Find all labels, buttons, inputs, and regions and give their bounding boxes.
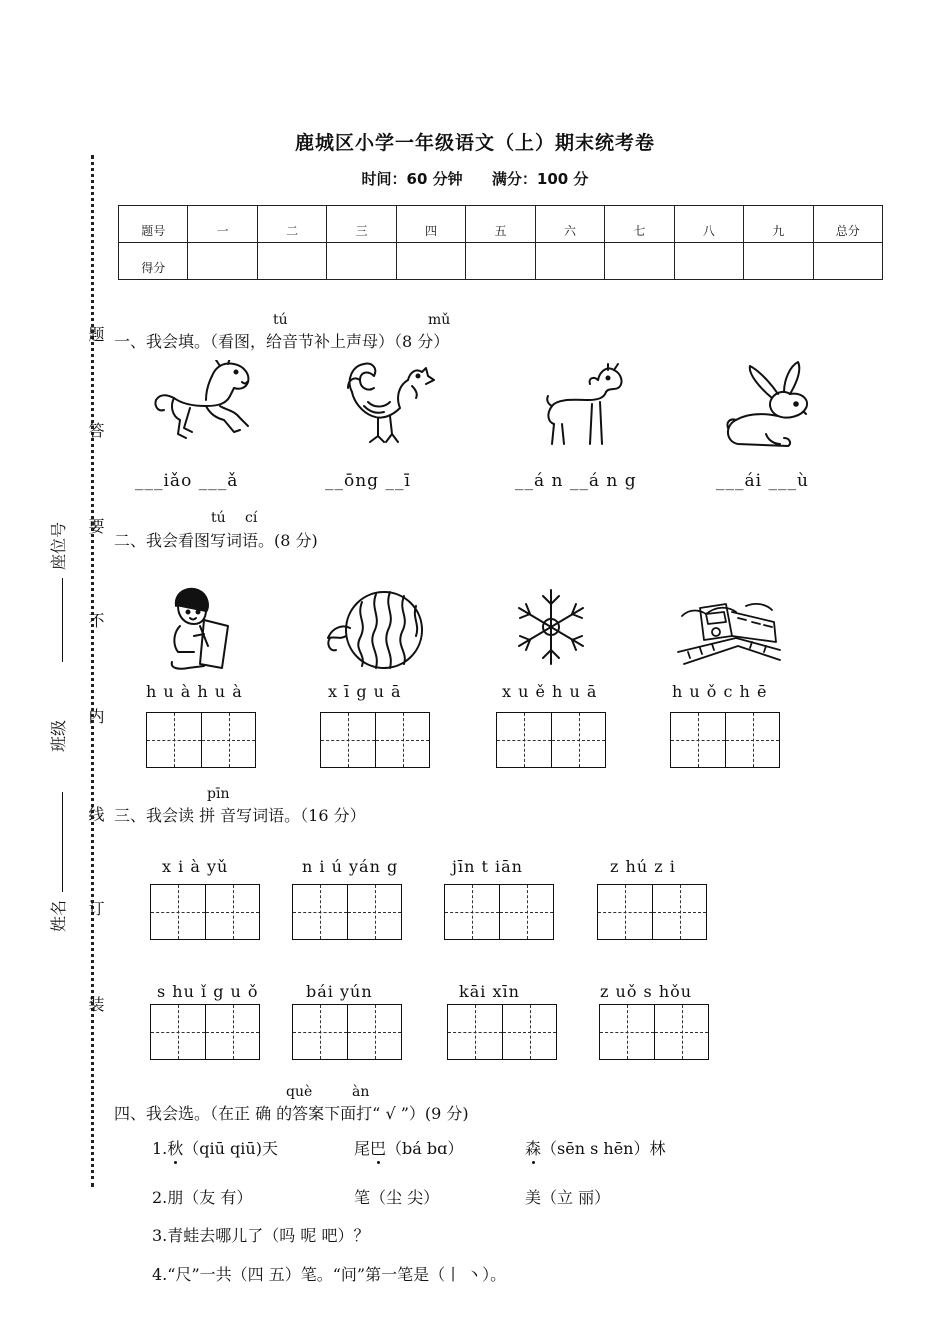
- exam-time: 时间：60 分钟: [361, 170, 463, 188]
- question-1b: [354, 1136, 463, 1159]
- pinyin-label: x i à yǔ: [162, 857, 229, 876]
- watermelon-icon: [322, 588, 428, 672]
- grid-cell[interactable]: [445, 885, 499, 939]
- fill-blank[interactable]: __á n __á n g: [515, 471, 637, 491]
- seal-char: 题: [86, 326, 105, 342]
- table-row: [119, 206, 883, 243]
- grid-cell[interactable]: [201, 713, 255, 767]
- seat-underline: [62, 578, 63, 662]
- table-cell: 八: [674, 206, 743, 243]
- score-input-cell[interactable]: [327, 243, 396, 280]
- grid-cell[interactable]: [151, 885, 205, 939]
- grid-cell[interactable]: [151, 1005, 205, 1059]
- score-input-cell[interactable]: [535, 243, 604, 280]
- question-2b[interactable]: 笔（尘 尖）: [354, 1188, 440, 1207]
- pinyin-label: x u ě h u ā: [502, 682, 598, 701]
- seal-char: 答: [86, 422, 105, 438]
- writing-grid[interactable]: [670, 712, 780, 768]
- table-row: [119, 243, 883, 280]
- pinyin-label: n i ú yán g: [302, 857, 399, 876]
- pinyin-annotation: pīn: [207, 786, 230, 802]
- question-1c: [525, 1136, 665, 1159]
- grid-cell[interactable]: [551, 713, 605, 767]
- writing-grid[interactable]: [292, 884, 402, 940]
- score-input-cell[interactable]: [188, 243, 257, 280]
- table-cell: 总分: [813, 206, 882, 243]
- question-2c[interactable]: 美（立 丽）: [525, 1188, 611, 1207]
- dotted-char: 秋: [167, 1139, 184, 1158]
- score-input-cell[interactable]: [605, 243, 674, 280]
- choice-options[interactable]: （qiū qiū)天: [183, 1139, 278, 1158]
- grid-cell[interactable]: [321, 713, 375, 767]
- writing-grid[interactable]: [150, 884, 260, 940]
- pinyin-label: h u à h u à: [146, 682, 243, 701]
- seal-char: 不: [86, 612, 105, 628]
- class-underline: [62, 792, 63, 892]
- pinyin-label: bái yún: [306, 982, 373, 1001]
- horse-icon: [150, 360, 262, 450]
- goat-icon: [538, 360, 628, 452]
- rooster-icon: [338, 358, 438, 454]
- grid-cell[interactable]: [598, 885, 652, 939]
- writing-grid[interactable]: [444, 884, 554, 940]
- grid-cell[interactable]: [147, 713, 201, 767]
- pinyin-annotation: àn: [352, 1084, 370, 1100]
- pinyin-label: jīn t iān: [452, 857, 523, 876]
- score-input-cell[interactable]: [674, 243, 743, 280]
- section-4-title: 四、我会选。（在正 确 的答案下面打“ √ ”）(9 分): [114, 1104, 469, 1123]
- pinyin-label: h u ǒ c h ē: [672, 682, 768, 701]
- choice-options[interactable]: （bá bɑ）: [386, 1139, 464, 1158]
- seal-char: 要: [86, 518, 105, 534]
- section-1-title: 一、我会填。（看图，给音节补上声母）（8 分）: [114, 332, 450, 351]
- grid-cell[interactable]: [654, 1005, 708, 1059]
- writing-grid[interactable]: [496, 712, 606, 768]
- writing-grid[interactable]: [320, 712, 430, 768]
- score-input-cell[interactable]: [257, 243, 326, 280]
- grid-cell[interactable]: [448, 1005, 502, 1059]
- question-4[interactable]: 4.“尺”一共（四 五）笔。“问”第一笔是（丨 丶）。: [152, 1265, 507, 1284]
- page-title: 鹿城区小学一年级语文（上）期末统考卷: [294, 132, 655, 154]
- section-3-title: 三、我会读 拼 音写词语。（16 分）: [114, 806, 366, 825]
- pinyin-label: z hú z i: [610, 857, 676, 876]
- train-icon: [676, 592, 782, 668]
- grid-cell[interactable]: [502, 1005, 556, 1059]
- pinyin-label: s hu ǐ g u ǒ: [157, 982, 259, 1001]
- pinyin-annotation: mǔ: [428, 312, 451, 328]
- score-input-cell[interactable]: [396, 243, 465, 280]
- pinyin-label: kāi xīn: [459, 982, 520, 1001]
- fill-blank[interactable]: ___iǎo ___ǎ: [135, 471, 239, 491]
- table-cell: 七: [605, 206, 674, 243]
- grid-cell[interactable]: [347, 1005, 401, 1059]
- pinyin-label: z uǒ s hǒu: [600, 982, 693, 1001]
- table-cell: 六: [535, 206, 604, 243]
- seat-number-label: 座位号: [49, 521, 68, 570]
- question-1a: [152, 1136, 278, 1159]
- question-2a[interactable]: 2.朋（友 有）: [152, 1188, 253, 1207]
- table-cell: 得分: [119, 243, 188, 280]
- writing-grid[interactable]: [597, 884, 707, 940]
- grid-cell[interactable]: [600, 1005, 654, 1059]
- exam-full-score: 满分：100 分: [491, 170, 589, 188]
- dotted-char: 巴: [370, 1139, 387, 1158]
- boy-drawing-icon: [164, 586, 234, 672]
- table-cell: 一: [188, 206, 257, 243]
- score-input-cell[interactable]: [813, 243, 882, 280]
- pinyin-label: x ī g u ā: [328, 682, 402, 701]
- rabbit-icon: [718, 360, 818, 452]
- table-cell: 二: [257, 206, 326, 243]
- grid-cell[interactable]: [205, 885, 259, 939]
- question-number: 1.: [152, 1139, 168, 1158]
- pinyin-annotation: tú: [273, 312, 288, 328]
- table-cell: 四: [396, 206, 465, 243]
- seal-char: 内: [86, 708, 105, 724]
- pinyin-annotation: què: [286, 1084, 313, 1100]
- writing-grid[interactable]: [447, 1004, 557, 1060]
- writing-grid[interactable]: [292, 1004, 402, 1060]
- table-cell: 五: [466, 206, 535, 243]
- table-cell: 九: [744, 206, 813, 243]
- grid-cell[interactable]: [205, 1005, 259, 1059]
- pinyin-annotation: tú: [211, 510, 226, 526]
- choice-options[interactable]: （sēn s hēn）林: [541, 1139, 666, 1158]
- grid-cell[interactable]: [671, 713, 725, 767]
- seal-char: 订: [86, 900, 105, 916]
- name-label: 姓名: [49, 899, 68, 932]
- section-2-title: 二、我会看图写词语。(8 分): [114, 531, 318, 550]
- score-input-cell[interactable]: [466, 243, 535, 280]
- grid-cell[interactable]: [375, 713, 429, 767]
- fill-blank[interactable]: __ōng __ī: [325, 471, 411, 491]
- grid-cell[interactable]: [497, 713, 551, 767]
- class-label: 班级: [49, 719, 68, 752]
- writing-grid[interactable]: [146, 712, 256, 768]
- writing-grid[interactable]: [599, 1004, 709, 1060]
- binding-dotted-line: [91, 155, 94, 1187]
- question-3[interactable]: 3.青蛙去哪儿了（吗 呢 吧）？: [152, 1226, 370, 1245]
- grid-cell[interactable]: [293, 885, 347, 939]
- grid-cell[interactable]: [652, 885, 706, 939]
- grid-cell[interactable]: [499, 885, 553, 939]
- score-input-cell[interactable]: [744, 243, 813, 280]
- writing-grid[interactable]: [150, 1004, 260, 1060]
- score-table: [118, 205, 883, 280]
- pinyin-annotation: cí: [245, 510, 258, 526]
- dotted-char: 森: [525, 1139, 542, 1158]
- grid-cell[interactable]: [293, 1005, 347, 1059]
- seal-char: 装: [86, 996, 105, 1012]
- page-subtitle: [0, 168, 950, 189]
- grid-cell[interactable]: [347, 885, 401, 939]
- fill-blank[interactable]: ___ái ___ù: [716, 471, 809, 491]
- question-text: 尾: [354, 1139, 371, 1158]
- table-cell: 三: [327, 206, 396, 243]
- seal-char: 线: [86, 806, 105, 822]
- snowflake-icon: [510, 586, 592, 668]
- table-cell: 题号: [119, 206, 188, 243]
- grid-cell[interactable]: [725, 713, 779, 767]
